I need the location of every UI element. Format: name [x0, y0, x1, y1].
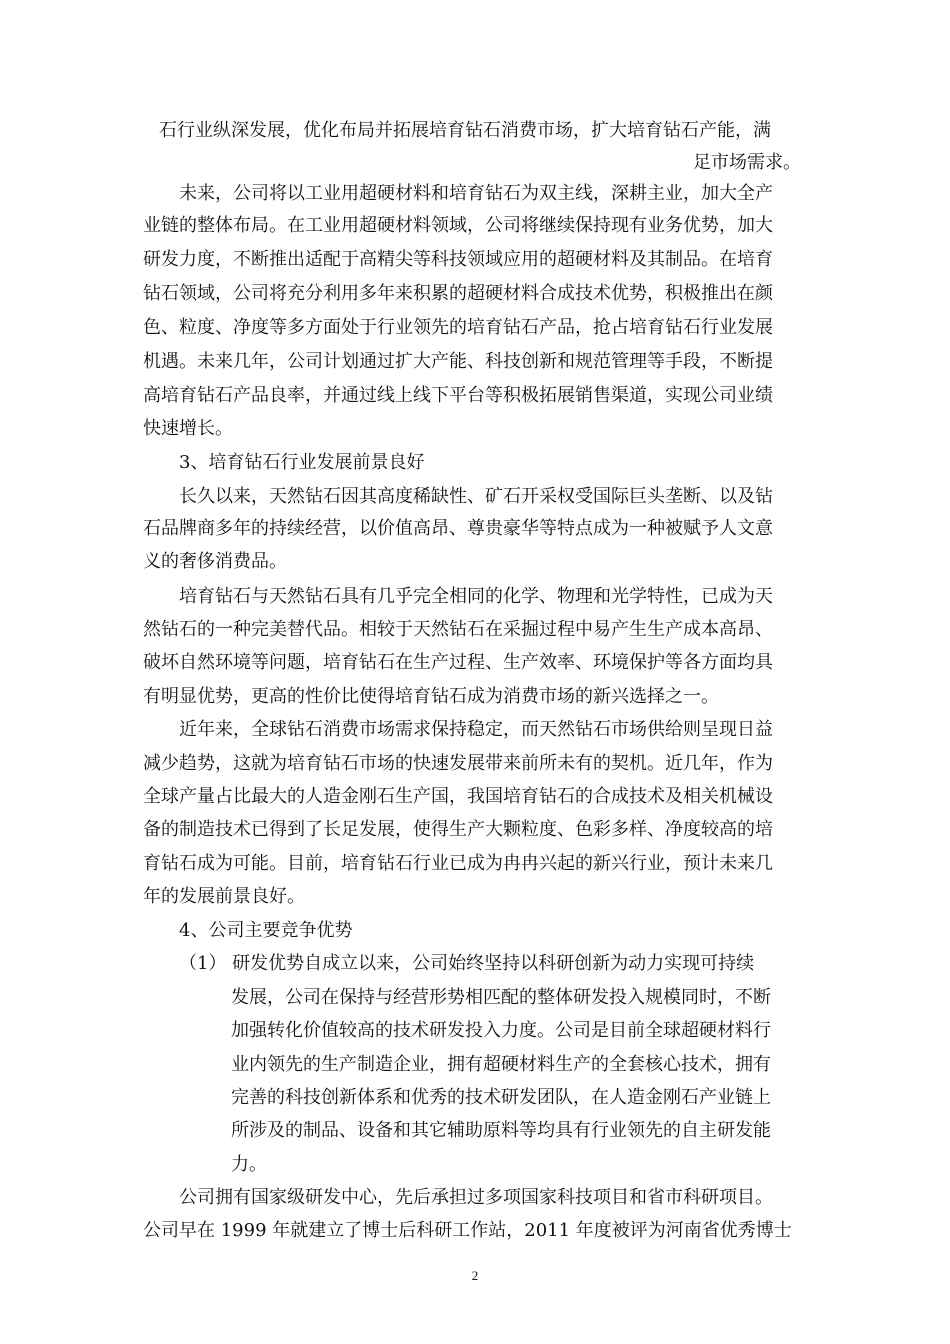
text-line: 育钻石成为可能。目前，培育钻石行业已成为冉冉兴起的新兴行业，预计未来几 [143, 853, 773, 874]
text-line: 减少趋势，这就为培育钻石市场的快速发展带来前所未有的契机。近几年，作为 [143, 753, 773, 774]
text-line: 备的制造技术已得到了长足发展，使得生产大颗粒度、色彩多样、净度较高的培 [143, 819, 773, 840]
section-heading: 3、培育钻石行业发展前景良好 [179, 452, 425, 473]
section-heading: 4、公司主要竞争优势 [179, 920, 353, 941]
text-line: 机遇。未来几年，公司计划通过扩大产能、科技创新和规范管理等手段，不断提 [143, 351, 773, 372]
list-item-text: （1） 研发优势自成立以来，公司始终坚持以科研创新为动力实现可持续 [179, 953, 755, 974]
text-line: 然钻石的一种完美替代品。相较于天然钻石在采掘过程中易产生生产成本高昂、 [143, 619, 773, 640]
text-line: 石行业纵深发展，优化布局并拓展培育钻石消费市场，扩大培育钻石产能，满 [159, 120, 771, 141]
text-line: 业链的整体布局。在工业用超硬材料领域，公司将继续保持现有业务优势，加大 [143, 215, 773, 236]
text-line: 长久以来，天然钻石因其高度稀缺性、矿石开采权受国际巨头垄断、以及钻 [179, 486, 773, 507]
list-item-text: 完善的科技创新体系和优秀的技术研发团队，在人造金刚石产业链上 [231, 1087, 771, 1108]
list-item-text: 所涉及的制品、设备和其它辅助原料等均具有行业领先的自主研发能 [231, 1120, 771, 1141]
page-number: 2 [471, 1268, 479, 1283]
text-line: 培育钻石与天然钻石具有几乎完全相同的化学、物理和光学特性，已成为天 [179, 586, 773, 607]
text-line: 研发力度，不断推出适配于高精尖等科技领域应用的超硬材料及其制品。在培育 [143, 249, 773, 270]
text-line: 快速增长。 [143, 418, 233, 439]
text-line: 色、粒度、净度等多方面处于行业领先的培育钻石产品，抢占培育钻石行业发展 [143, 317, 773, 338]
text-line: 足市场需求。 [693, 152, 801, 173]
text-line: 义的奢侈消费品。 [143, 551, 287, 572]
list-item-text: 发展，公司在保持与经营形势相匹配的整体研发投入规模同时，不断 [231, 987, 771, 1008]
text-line: 近年来，全球钻石消费市场需求保持稳定，而天然钻石市场供给则呈现日益 [179, 719, 773, 740]
text-line: 有明显优势，更高的性价比使得培育钻石成为消费市场的新兴选择之一。 [143, 686, 719, 707]
list-item-text: 加强转化价值较高的技术研发投入力度。公司是目前全球超硬材料行 [231, 1020, 771, 1041]
text-line: 年的发展前景良好。 [143, 886, 305, 907]
text-line: 公司拥有国家级研发中心，先后承担过多项国家科技项目和省市科研项目。 [179, 1187, 773, 1208]
list-item-text: 力。 [231, 1154, 267, 1175]
text-line: 公司早在 1999 年就建立了博士后科研工作站，2011 年度被评为河南省优秀博士 [143, 1220, 792, 1241]
text-line: 未来，公司将以工业用超硬材料和培育钻石为双主线，深耕主业，加大全产 [179, 183, 773, 204]
text-line: 全球产量占比最大的人造金刚石生产国，我国培育钻石的合成技术及相关机械设 [143, 786, 773, 807]
list-item-text: 业内领先的生产制造企业，拥有超硬材料生产的全套核心技术，拥有 [231, 1054, 771, 1075]
text-line: 破坏自然环境等问题，培育钻石在生产过程、生产效率、环境保护等各方面均具 [143, 652, 773, 673]
text-line: 石品牌商多年的持续经营，以价值高昂、尊贵豪华等特点成为一种被赋予人文意 [143, 518, 773, 539]
text-line: 钻石领域，公司将充分利用多年来积累的超硬材料合成技术优势，积极推出在颜 [143, 283, 773, 304]
text-line: 高培育钻石产品良率，并通过线上线下平台等积极拓展销售渠道，实现公司业绩 [143, 385, 773, 406]
